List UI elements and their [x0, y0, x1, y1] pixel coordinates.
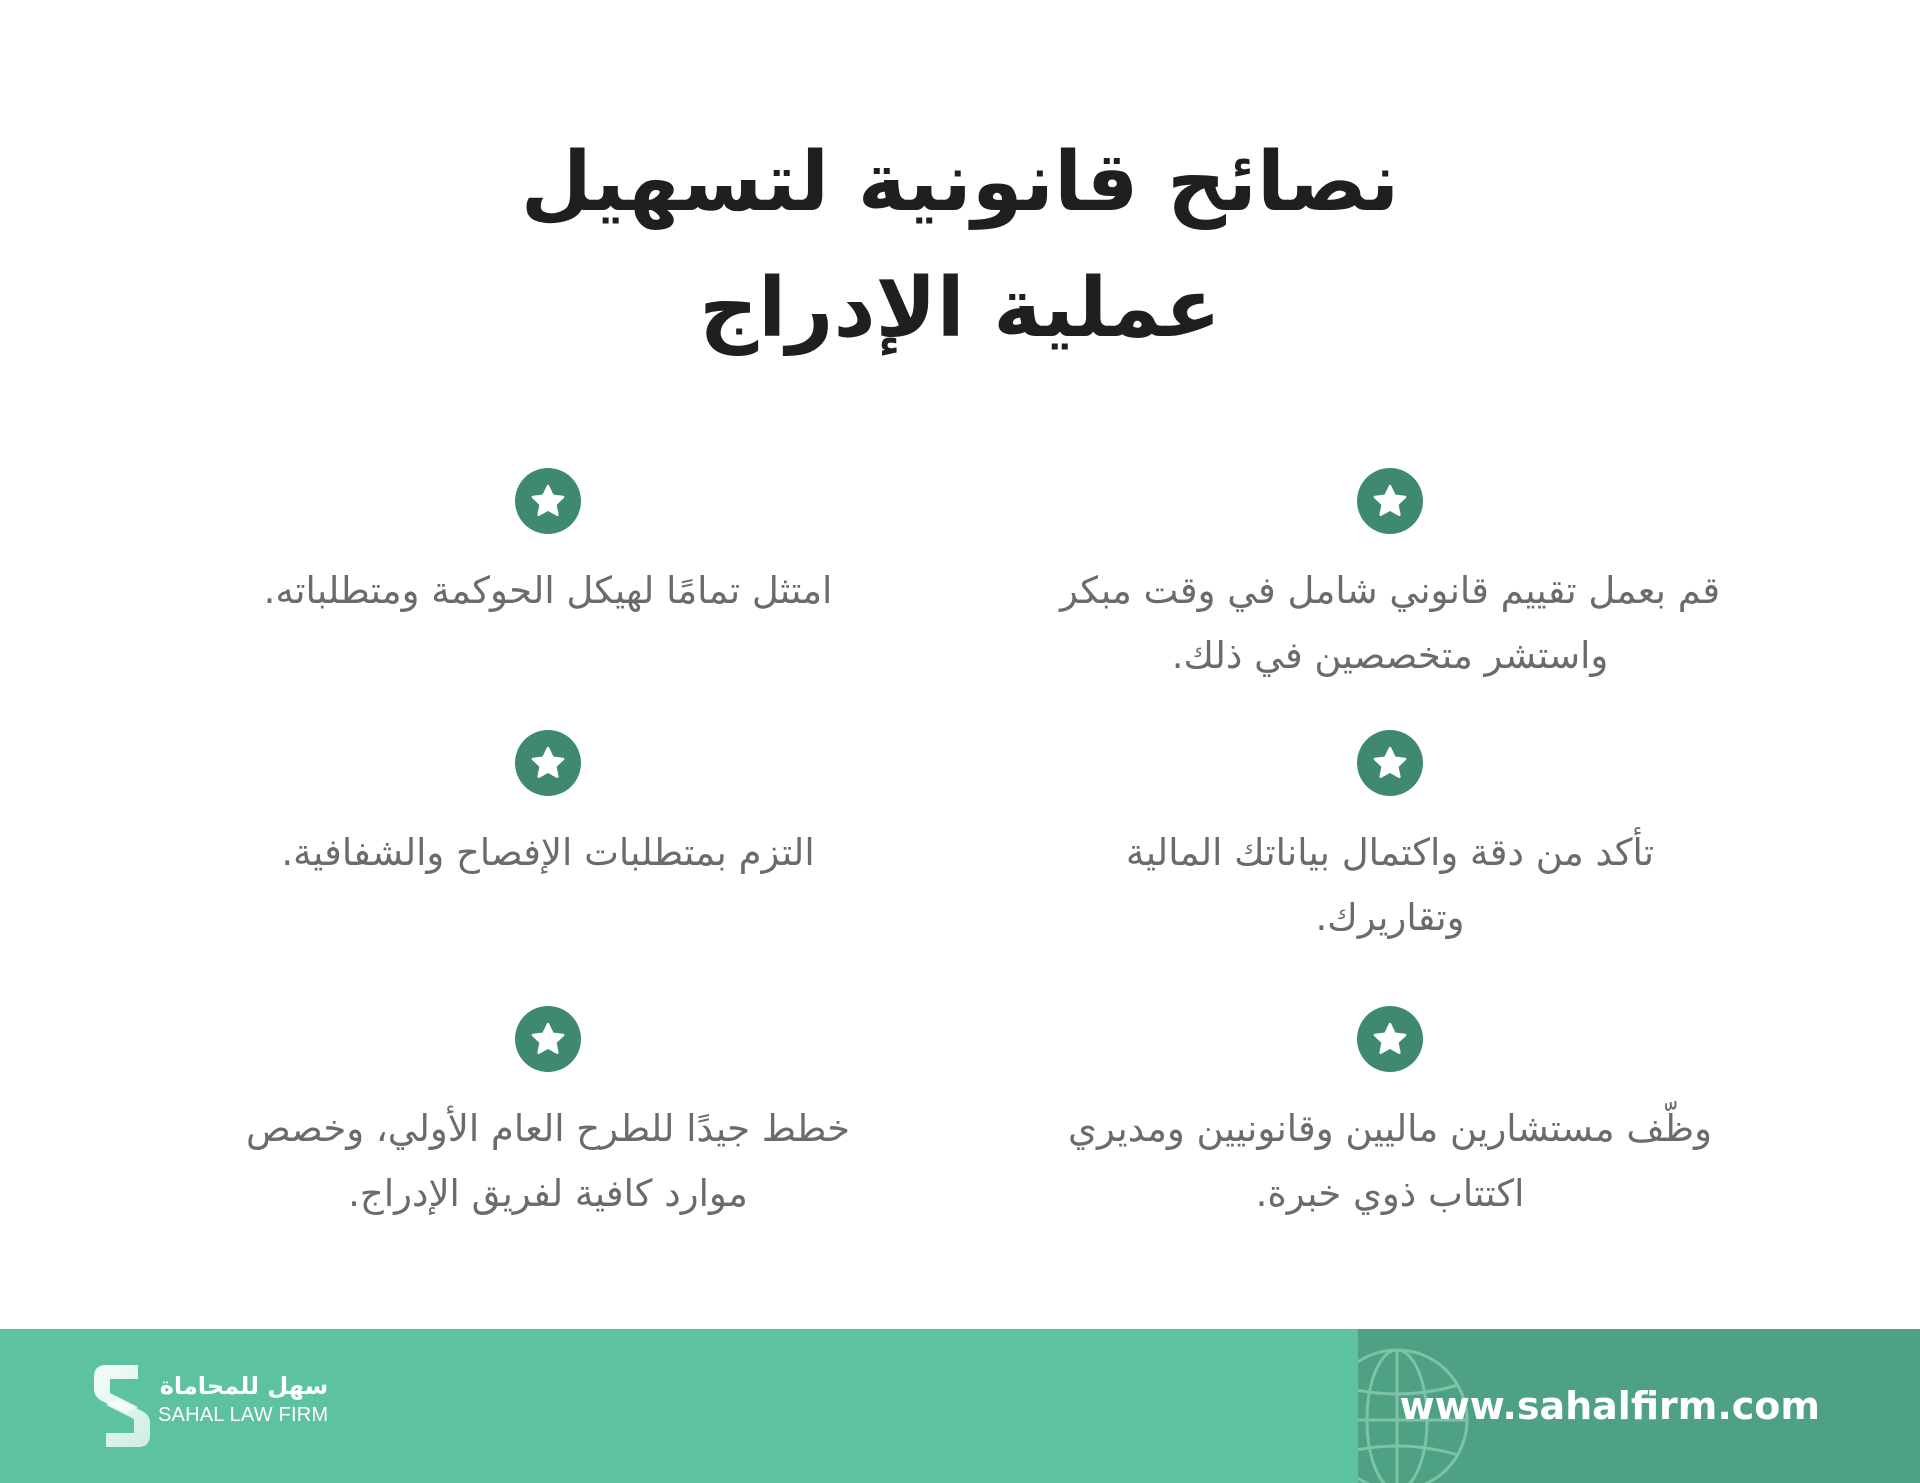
tip-item-3 [1050, 730, 1730, 950]
tip-text: وظّف مستشارين ماليين وقانونيين ومديري اكتتاب ذوي خبرة. [1068, 1107, 1712, 1215]
star-icon [515, 1006, 581, 1072]
footer [0, 1329, 1920, 1483]
tip-text: خطط جيدًا للطرح العام الأولي، وخصص موارد كافية لفريق الإدراج. [245, 1107, 851, 1215]
brand-name [158, 1371, 328, 1429]
footer-brand-panel [0, 1329, 1358, 1483]
page-title-line-1: نصائح قانونية لتسهيل [520, 135, 1400, 230]
star-icon [515, 730, 581, 796]
tip-text: التزم بمتطلبات الإفصاح والشفافية. [281, 831, 815, 874]
tip-text: قم بعمل تقييم قانوني شامل في وقت مبكر واستشر متخصصين في ذلك. [1059, 569, 1721, 677]
tip-item-2 [208, 468, 888, 623]
website-link[interactable]: www.sahalfirm.com [1399, 1384, 1820, 1428]
tip-item-5 [1050, 1006, 1730, 1226]
page-title-line-2: عملية الإدراج [699, 261, 1221, 356]
tip-item-6 [208, 1006, 888, 1226]
tip-text: امتثل تمامًا لهيكل الحوكمة ومتطلباته. [263, 569, 833, 612]
star-icon [1357, 1006, 1423, 1072]
footer-website-panel [1358, 1329, 1920, 1483]
sahal-logo-icon [92, 1363, 152, 1449]
page-title [0, 120, 1920, 372]
brand-name-english: SAHAL LAW FIRM [158, 1404, 329, 1426]
tip-text: تأكد من دقة واكتمال بياناتك المالية وتقاريرك. [1125, 831, 1655, 939]
brand-name-arabic: سهل للمحاماة [159, 1372, 329, 1400]
star-icon [515, 468, 581, 534]
tip-item-1 [1050, 468, 1730, 688]
tip-item-4 [208, 730, 888, 885]
star-icon [1357, 730, 1423, 796]
star-icon [1357, 468, 1423, 534]
